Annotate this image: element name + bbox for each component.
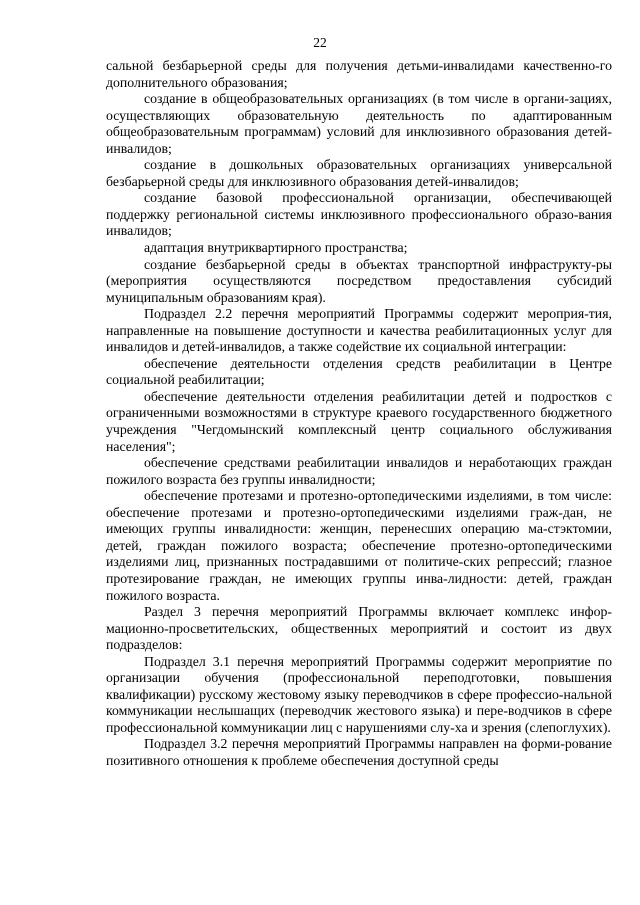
list-item-children-rehab: обеспечение деятельности отделения реабилитации детей и подростков с ограниченными возможностями в структуре краевого государственного бюджетного учреждения "Чегдомынский комплексный центр социального обслуживания населения"; xyxy=(106,388,612,454)
paragraph-section-3: Раздел 3 перечня мероприятий Программы включает комплекс инфор-мационно-просветительских, общественных мероприятий и состоит из двух подразделов: xyxy=(106,604,612,653)
page-number: 22 xyxy=(313,35,327,50)
list-item-preschool: создание в дошкольных образовательных организациях универсальной безбарьерной среды для инклюзивного образования детей-инвалидов; xyxy=(106,157,612,189)
list-item-apartment-adaptation: адаптация внутриквартирного пространства; xyxy=(144,240,408,256)
list-item-general-education: создание в общеобразовательных организациях (в том числе в органи-зациях, осуществляющих образовательную деятельность по адаптированным общеобразовательным программам) условий для инклюзивного образования детей-инвалидов; xyxy=(106,91,612,156)
list-item-professional-organization: создание базовой профессиональной организации, обеспечивающей поддержку региональной системы инклюзивного профессионального образо-вания инвалидов; xyxy=(106,190,612,239)
paragraph-subsection-3-1: Подраздел 3.1 перечня мероприятий Программы содержит мероприятие по организации обучения (профессиональной переподготовки, повышения квалификации) русскому жестовому языку переводчиков в сфере профессио-нальной коммуникации неслышащих (переводчик жестового языка) и пере-водчиков в сфере профессиональной коммуникации лиц с нарушениями слу-ха и зрения (слепоглухих). xyxy=(106,653,612,735)
list-item-rehab-center: обеспечение деятельности отделения средств реабилитации в Центре социальной реабилитации; xyxy=(106,355,612,388)
paragraph-continuation: сальной безбарьерной среды для получения детьми-инвалидами качественно-го дополнительного образования; xyxy=(106,58,612,90)
paragraph-subsection-3-2: Подраздел 3.2 перечня мероприятий Программы направлен на форми-рование позитивного отношения к проблеме обеспечения доступной среды xyxy=(106,736,612,768)
list-item-transport-infrastructure: создание безбарьерной среды в объектах транспортной инфраструкту-ры (мероприятия осуществляются посредством предоставления субсидий муниципальным образованиям края). xyxy=(106,256,612,305)
paragraph-subsection-2-2: Подраздел 2.2 перечня мероприятий Программы содержит мероприя-тия, направленные на повышение доступности и качества реабилитационных услуг для инвалидов и детей-инвалидов, а также содействие их социальной интеграции: xyxy=(106,306,612,355)
list-item-prosthetics: обеспечение протезами и протезно-ортопедическими изделиями, в том числе: обеспечение протезами и протезно-ортопедическими изделиями граж-дан, не имеющих группы инвалидности: женщин, перенесших операцию ма-стэктомии, детей, граждан пожилого возраста; обеспечение протезно-ортопедическими изделиями лиц, признанных пострадавшими от политиче-ских репрессий; глазное протезирование граждан, не имеющих группы инва-лидности: детей, граждан пожилого возраста. xyxy=(106,488,612,603)
body-text xyxy=(106,58,612,770)
list-item-rehab-means: обеспечение средствами реабилитации инвалидов и неработающих граждан пожилого возраста без группы инвалидности; xyxy=(106,455,612,487)
